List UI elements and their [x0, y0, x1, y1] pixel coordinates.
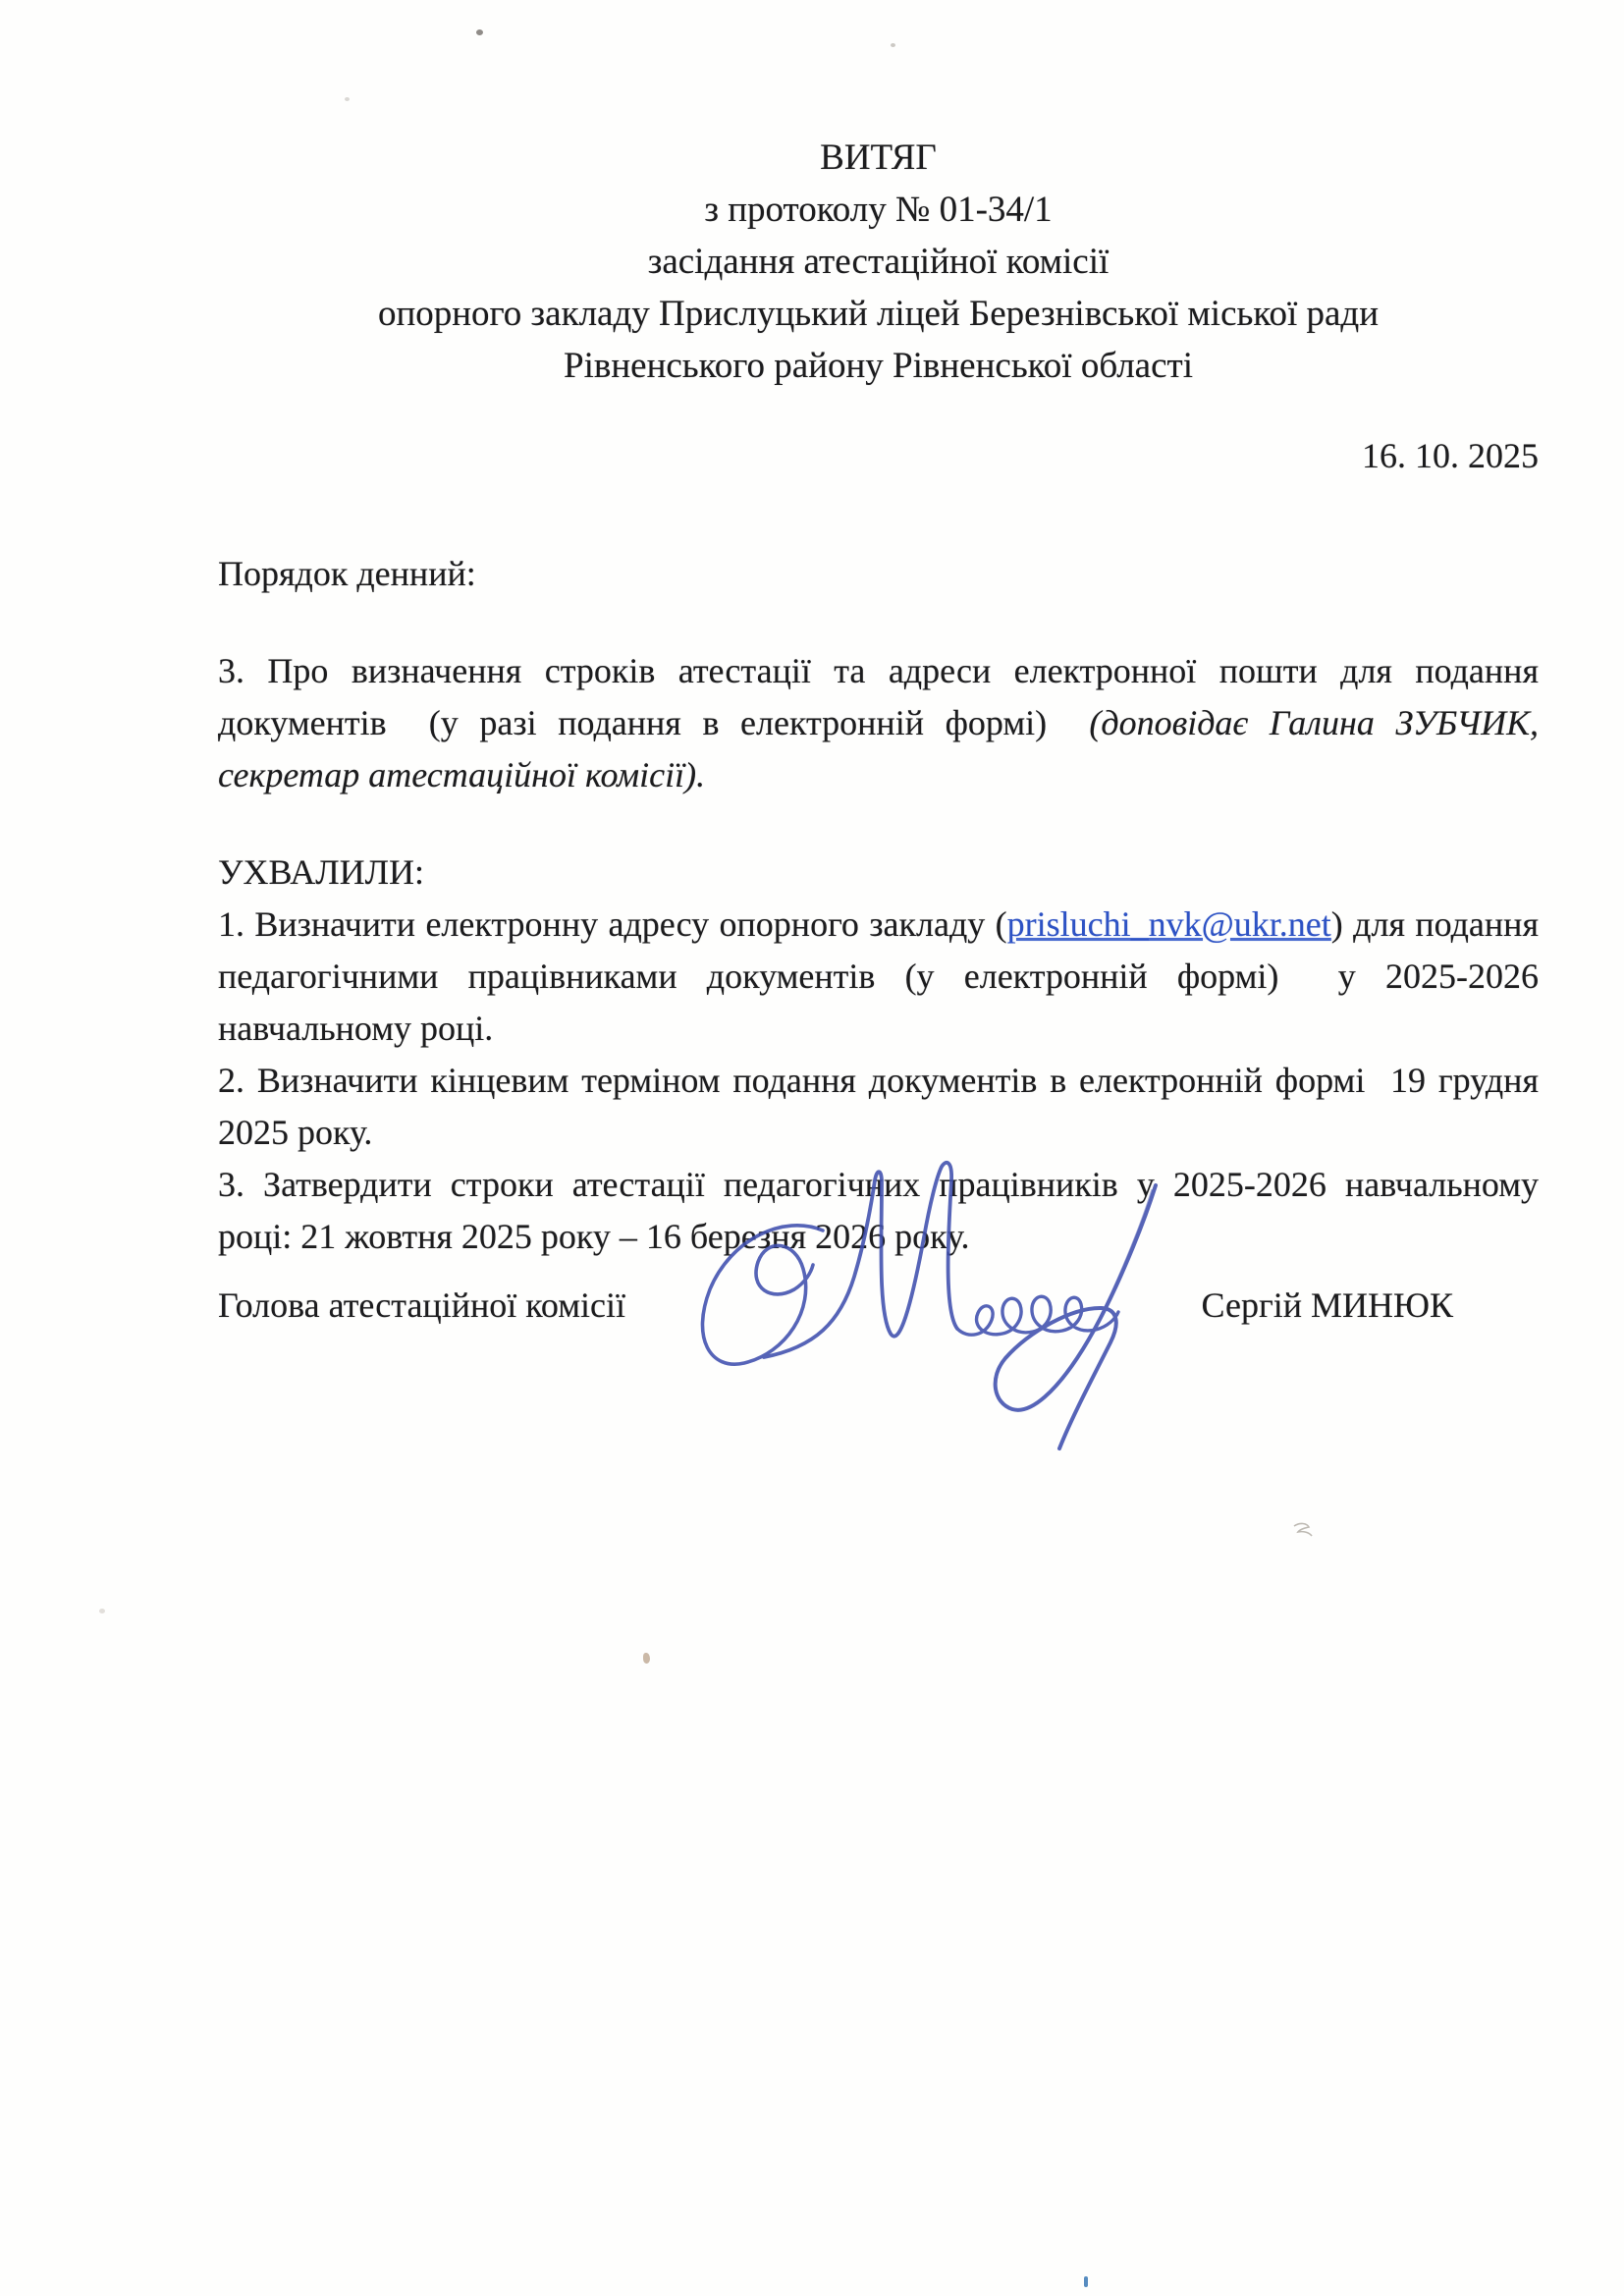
agenda-item-speaker: (доповідає Галина ЗУБЧИК, секретар атестаційної комісії).	[218, 703, 1540, 794]
scan-smudge	[1291, 1520, 1317, 1540]
signer-name: Сергій МИНЮК	[1201, 1285, 1453, 1325]
agenda-item	[218, 645, 1539, 801]
title-protocol-number: з протоколу № 01-34/1	[704, 190, 1053, 230]
title-extract: ВИТЯГ	[820, 137, 937, 178]
signer-role: Голова атестаційної комісії	[218, 1285, 625, 1325]
resolution-item-1-text: 1. Визначити електронну адресу опорного закладу (	[218, 904, 1007, 944]
agenda-heading: Порядок денний:	[218, 554, 476, 593]
resolution-item-3: 3. Затвердити строки атестації педагогічних працівників у 2025-2026 навчальному році: 21 жовтня 2025 року – 16 березня 2026 року.	[218, 1165, 1539, 1256]
scan-speck	[643, 1653, 650, 1664]
scan-speck	[476, 29, 483, 35]
agenda-item-text: 3. Про визначення строків атестації та адреси електронної пошти для подання документів (у разі подання в електронній формі)	[218, 651, 1539, 742]
scan-speck	[1084, 2276, 1088, 2287]
document-body	[218, 0, 1539, 1332]
title-institution: опорного закладу Прислуцький ліцей Березнівської міської ради	[377, 294, 1380, 334]
signature-row	[218, 1280, 1539, 1332]
scan-speck	[99, 1609, 105, 1613]
resolution-heading: УХВАЛИЛИ:	[218, 852, 425, 892]
email-link[interactable]: prisluchi_nvk@ukr.net	[1006, 904, 1331, 944]
resolution-item-2: 2. Визначити кінцевим терміном подання документів в електронній формі 19 грудня 2025 року.	[218, 1061, 1539, 1152]
title-region: Рівненського району Рівненської області	[564, 346, 1193, 386]
title-meeting: засідання атестаційної комісії	[647, 242, 1110, 282]
resolution-item-1	[218, 899, 1539, 1055]
scan-speck	[345, 97, 350, 101]
resolution-item-1-tail: ) для подання педагогічними працівниками документів (у електронній формі) у 2025-2026 навчальному році.	[218, 904, 1539, 1048]
document-title-block	[218, 132, 1539, 392]
document-date: 16. 10. 2025	[1362, 436, 1539, 475]
scan-speck	[891, 43, 895, 47]
resolution-block	[218, 847, 1539, 1263]
